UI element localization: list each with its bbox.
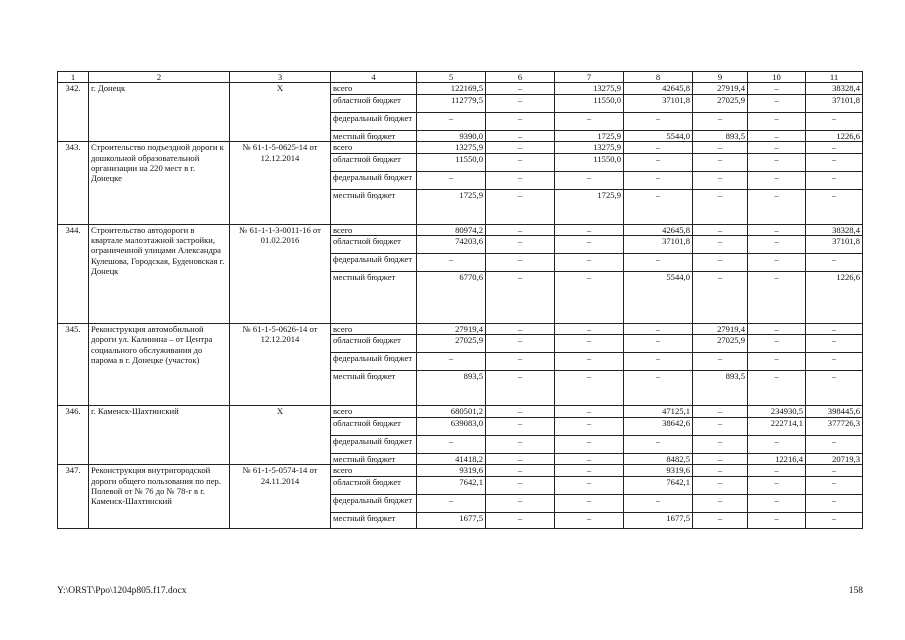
table-row [58, 324, 863, 335]
amount-cell: – [486, 153, 555, 171]
amount-cell: – [624, 371, 693, 406]
amount-cell: 27919,4 [693, 324, 748, 335]
amount-cell: 7642,1 [417, 476, 486, 494]
amount-cell: 1677,5 [417, 512, 486, 528]
amount-cell: 1725,9 [417, 189, 486, 224]
funding-source: местный бюджет [331, 371, 417, 406]
amount-cell: – [624, 494, 693, 512]
amount-cell: – [486, 371, 555, 406]
amount-cell: – [555, 324, 624, 335]
amount-cell: – [417, 254, 486, 272]
amount-cell: 893,5 [693, 371, 748, 406]
amount-cell: 38642,6 [624, 417, 693, 435]
amount-cell: – [486, 254, 555, 272]
amount-cell: 639083,0 [417, 417, 486, 435]
amount-cell: 13275,9 [417, 142, 486, 153]
amount-cell: – [693, 417, 748, 435]
amount-cell: – [417, 494, 486, 512]
amount-cell: – [555, 494, 624, 512]
amount-cell: – [486, 335, 555, 353]
amount-cell: – [555, 435, 624, 453]
amount-cell: – [693, 189, 748, 224]
amount-cell: – [624, 254, 693, 272]
amount-cell: – [486, 494, 555, 512]
amount-cell: 7642,1 [624, 476, 693, 494]
amount-cell: – [806, 435, 863, 453]
amount-cell: 27025,9 [693, 94, 748, 112]
amount-cell: – [624, 189, 693, 224]
amount-cell: – [486, 453, 555, 464]
table-row [58, 406, 863, 417]
amount-cell: 42645,8 [624, 224, 693, 235]
item-number: 344. [58, 224, 89, 323]
funding-source: всего [331, 83, 417, 94]
column-header: 9 [693, 72, 748, 83]
amount-cell: – [693, 476, 748, 494]
amount-cell: 1725,9 [555, 189, 624, 224]
amount-cell: – [624, 171, 693, 189]
amount-cell: – [748, 371, 806, 406]
item-number: 343. [58, 142, 89, 224]
amount-cell: – [693, 224, 748, 235]
amount-cell: – [555, 112, 624, 130]
amount-cell: – [748, 236, 806, 254]
amount-cell: 11550,0 [417, 153, 486, 171]
amount-cell: – [486, 142, 555, 153]
table-row [58, 83, 863, 94]
funding-source: федеральный бюджет [331, 254, 417, 272]
amount-cell: 11550,0 [555, 94, 624, 112]
amount-cell: – [748, 324, 806, 335]
amount-cell: – [486, 94, 555, 112]
amount-cell: 41418,2 [417, 453, 486, 464]
amount-cell: – [748, 254, 806, 272]
amount-cell: – [748, 465, 806, 476]
amount-cell: 9390,0 [417, 130, 486, 141]
amount-cell: – [806, 171, 863, 189]
amount-cell: – [748, 353, 806, 371]
column-header: 10 [748, 72, 806, 83]
table-row [58, 465, 863, 476]
amount-cell: 37101,8 [806, 94, 863, 112]
amount-cell: 13275,9 [555, 142, 624, 153]
amount-cell: – [748, 476, 806, 494]
amount-cell: 11550,0 [555, 153, 624, 171]
funding-source: местный бюджет [331, 512, 417, 528]
document-number: № 61-1-5-0625-14 от 12.12.2014 [230, 142, 331, 224]
budget-table [57, 71, 863, 529]
amount-cell: 893,5 [693, 130, 748, 141]
amount-cell: – [748, 171, 806, 189]
amount-cell: – [555, 171, 624, 189]
funding-source: федеральный бюджет [331, 353, 417, 371]
object-name: г. Донецк [89, 83, 230, 142]
amount-cell: 20719,3 [806, 453, 863, 464]
amount-cell: – [486, 112, 555, 130]
item-number: 342. [58, 83, 89, 142]
amount-cell: 27025,9 [417, 335, 486, 353]
amount-cell: 1725,9 [555, 130, 624, 141]
amount-cell: – [748, 494, 806, 512]
amount-cell: 27025,9 [693, 335, 748, 353]
amount-cell: – [486, 512, 555, 528]
page-number: 158 [848, 586, 863, 596]
funding-source: всего [331, 224, 417, 235]
column-header: 4 [331, 72, 417, 83]
amount-cell: – [806, 335, 863, 353]
funding-source: областной бюджет [331, 153, 417, 171]
amount-cell: – [417, 112, 486, 130]
amount-cell: – [806, 371, 863, 406]
column-header: 11 [806, 72, 863, 83]
amount-cell: 234930,5 [748, 406, 806, 417]
document-number: № 61-1-1-3-0011-16 от 01.02.2016 [230, 224, 331, 323]
column-header: 2 [89, 72, 230, 83]
column-header: 1 [58, 72, 89, 83]
amount-cell: – [748, 272, 806, 324]
funding-source: федеральный бюджет [331, 435, 417, 453]
amount-cell: – [748, 512, 806, 528]
object-name: Строительство автодороги в квартале малоэтажной застройки, ограниченной улицами Александра Кулешова, Городская, Буденовская г. Донецк [89, 224, 230, 323]
amount-cell: 9319,6 [417, 465, 486, 476]
amount-cell: – [693, 512, 748, 528]
amount-cell: – [748, 335, 806, 353]
object-name: Реконструкция автомобильной дороги ул. Калинина – от Центра социального обслуживания до парома в г. Донецке (участок) [89, 324, 230, 406]
amount-cell: 1226,6 [806, 130, 863, 141]
funding-source: всего [331, 324, 417, 335]
funding-source: областной бюджет [331, 335, 417, 353]
amount-cell: – [624, 324, 693, 335]
object-name: Строительство подъездной дороги к дошкольной образовательной организации на 220 мест в г. Донецке [89, 142, 230, 224]
amount-cell: 74203,6 [417, 236, 486, 254]
amount-cell: – [555, 406, 624, 417]
column-header: 6 [486, 72, 555, 83]
amount-cell: – [693, 406, 748, 417]
amount-cell: – [486, 189, 555, 224]
amount-cell: – [486, 353, 555, 371]
amount-cell: – [486, 83, 555, 94]
amount-cell: 398445,6 [806, 406, 863, 417]
column-header: 8 [624, 72, 693, 83]
document-path: Y:\ORST\Ppo\1204p805.f17.docx [57, 586, 187, 596]
amount-cell: – [624, 353, 693, 371]
amount-cell: 8482,5 [624, 453, 693, 464]
object-name: Реконструкция внутригородской дороги общего пользования по пер. Полевой от № 76 до № 78-г в г. Каменск-Шахтинский [89, 465, 230, 528]
amount-cell: – [806, 153, 863, 171]
amount-cell: – [806, 494, 863, 512]
amount-cell: – [486, 406, 555, 417]
amount-cell: – [693, 112, 748, 130]
amount-cell: 9319,6 [624, 465, 693, 476]
amount-cell: – [555, 465, 624, 476]
table-row [58, 142, 863, 153]
amount-cell: 377726,3 [806, 417, 863, 435]
amount-cell: – [555, 335, 624, 353]
amount-cell: – [486, 171, 555, 189]
amount-cell: 37101,8 [806, 236, 863, 254]
amount-cell: 5544,0 [624, 130, 693, 141]
funding-source: федеральный бюджет [331, 494, 417, 512]
amount-cell: – [555, 371, 624, 406]
amount-cell: – [806, 189, 863, 224]
amount-cell: 222714,1 [748, 417, 806, 435]
amount-cell: 47125,1 [624, 406, 693, 417]
amount-cell: – [555, 254, 624, 272]
amount-cell: 5544,0 [624, 272, 693, 324]
funding-source: федеральный бюджет [331, 112, 417, 130]
amount-cell: – [748, 130, 806, 141]
amount-cell: 122169,5 [417, 83, 486, 94]
column-number-row [58, 72, 863, 83]
amount-cell: – [806, 465, 863, 476]
amount-cell: – [748, 153, 806, 171]
amount-cell: – [748, 83, 806, 94]
amount-cell: – [806, 353, 863, 371]
amount-cell: 37101,8 [624, 236, 693, 254]
document-number: № 61-1-5-0574-14 от 24.11.2014 [230, 465, 331, 528]
amount-cell: – [555, 476, 624, 494]
amount-cell: – [748, 224, 806, 235]
amount-cell: – [748, 189, 806, 224]
amount-cell: – [624, 335, 693, 353]
amount-cell: – [486, 272, 555, 324]
funding-source: областной бюджет [331, 94, 417, 112]
funding-source: местный бюджет [331, 272, 417, 324]
amount-cell: – [486, 435, 555, 453]
table-row [58, 224, 863, 235]
funding-source: местный бюджет [331, 130, 417, 141]
amount-cell: – [693, 494, 748, 512]
amount-cell: – [806, 112, 863, 130]
amount-cell: – [624, 153, 693, 171]
amount-cell: – [555, 224, 624, 235]
amount-cell: – [486, 130, 555, 141]
amount-cell: – [624, 112, 693, 130]
amount-cell: – [486, 476, 555, 494]
column-header: 7 [555, 72, 624, 83]
item-number: 345. [58, 324, 89, 406]
column-header: 3 [230, 72, 331, 83]
document-number: № 61-1-5-0626-14 от 12.12.2014 [230, 324, 331, 406]
amount-cell: – [486, 224, 555, 235]
amount-cell: – [693, 254, 748, 272]
funding-source: всего [331, 406, 417, 417]
item-number: 347. [58, 465, 89, 528]
amount-cell: – [624, 435, 693, 453]
amount-cell: – [555, 417, 624, 435]
amount-cell: 1226,6 [806, 272, 863, 324]
amount-cell: – [693, 453, 748, 464]
object-name: г. Каменск-Шахтинский [89, 406, 230, 465]
amount-cell: – [748, 112, 806, 130]
column-header: 5 [417, 72, 486, 83]
amount-cell: – [693, 142, 748, 153]
amount-cell: 13275,9 [555, 83, 624, 94]
amount-cell: – [693, 153, 748, 171]
amount-cell: – [748, 435, 806, 453]
amount-cell: 6770,6 [417, 272, 486, 324]
funding-source: местный бюджет [331, 189, 417, 224]
amount-cell: 27919,4 [417, 324, 486, 335]
amount-cell: – [555, 353, 624, 371]
amount-cell: – [555, 453, 624, 464]
funding-source: областной бюджет [331, 236, 417, 254]
amount-cell: 38328,4 [806, 224, 863, 235]
funding-source: областной бюджет [331, 476, 417, 494]
amount-cell: – [555, 236, 624, 254]
document-number: X [230, 83, 331, 142]
amount-cell: – [555, 272, 624, 324]
amount-cell: – [417, 435, 486, 453]
amount-cell: 80974,2 [417, 224, 486, 235]
amount-cell: 12216,4 [748, 453, 806, 464]
amount-cell: 112779,5 [417, 94, 486, 112]
amount-cell: 893,5 [417, 371, 486, 406]
amount-cell: 37101,8 [624, 94, 693, 112]
amount-cell: – [693, 272, 748, 324]
amount-cell: 680501,2 [417, 406, 486, 417]
amount-cell: – [806, 324, 863, 335]
amount-cell: – [693, 465, 748, 476]
amount-cell: – [486, 324, 555, 335]
amount-cell: 38328,4 [806, 83, 863, 94]
funding-source: всего [331, 142, 417, 153]
amount-cell: – [693, 435, 748, 453]
amount-cell: – [748, 142, 806, 153]
amount-cell: – [624, 142, 693, 153]
amount-cell: – [748, 94, 806, 112]
amount-cell: 1677,5 [624, 512, 693, 528]
amount-cell: – [417, 353, 486, 371]
funding-source: областной бюджет [331, 417, 417, 435]
amount-cell: – [417, 171, 486, 189]
amount-cell: – [806, 512, 863, 528]
budget-table-body [58, 72, 863, 529]
amount-cell: – [486, 465, 555, 476]
amount-cell: – [806, 142, 863, 153]
amount-cell: – [555, 512, 624, 528]
document-number: X [230, 406, 331, 465]
funding-source: всего [331, 465, 417, 476]
amount-cell: – [806, 254, 863, 272]
amount-cell: – [693, 353, 748, 371]
amount-cell: – [486, 417, 555, 435]
amount-cell: – [693, 236, 748, 254]
item-number: 346. [58, 406, 89, 465]
funding-source: федеральный бюджет [331, 171, 417, 189]
amount-cell: – [693, 171, 748, 189]
funding-source: местный бюджет [331, 453, 417, 464]
amount-cell: – [806, 476, 863, 494]
amount-cell: 42645,8 [624, 83, 693, 94]
amount-cell: – [486, 236, 555, 254]
amount-cell: 27919,4 [693, 83, 748, 94]
